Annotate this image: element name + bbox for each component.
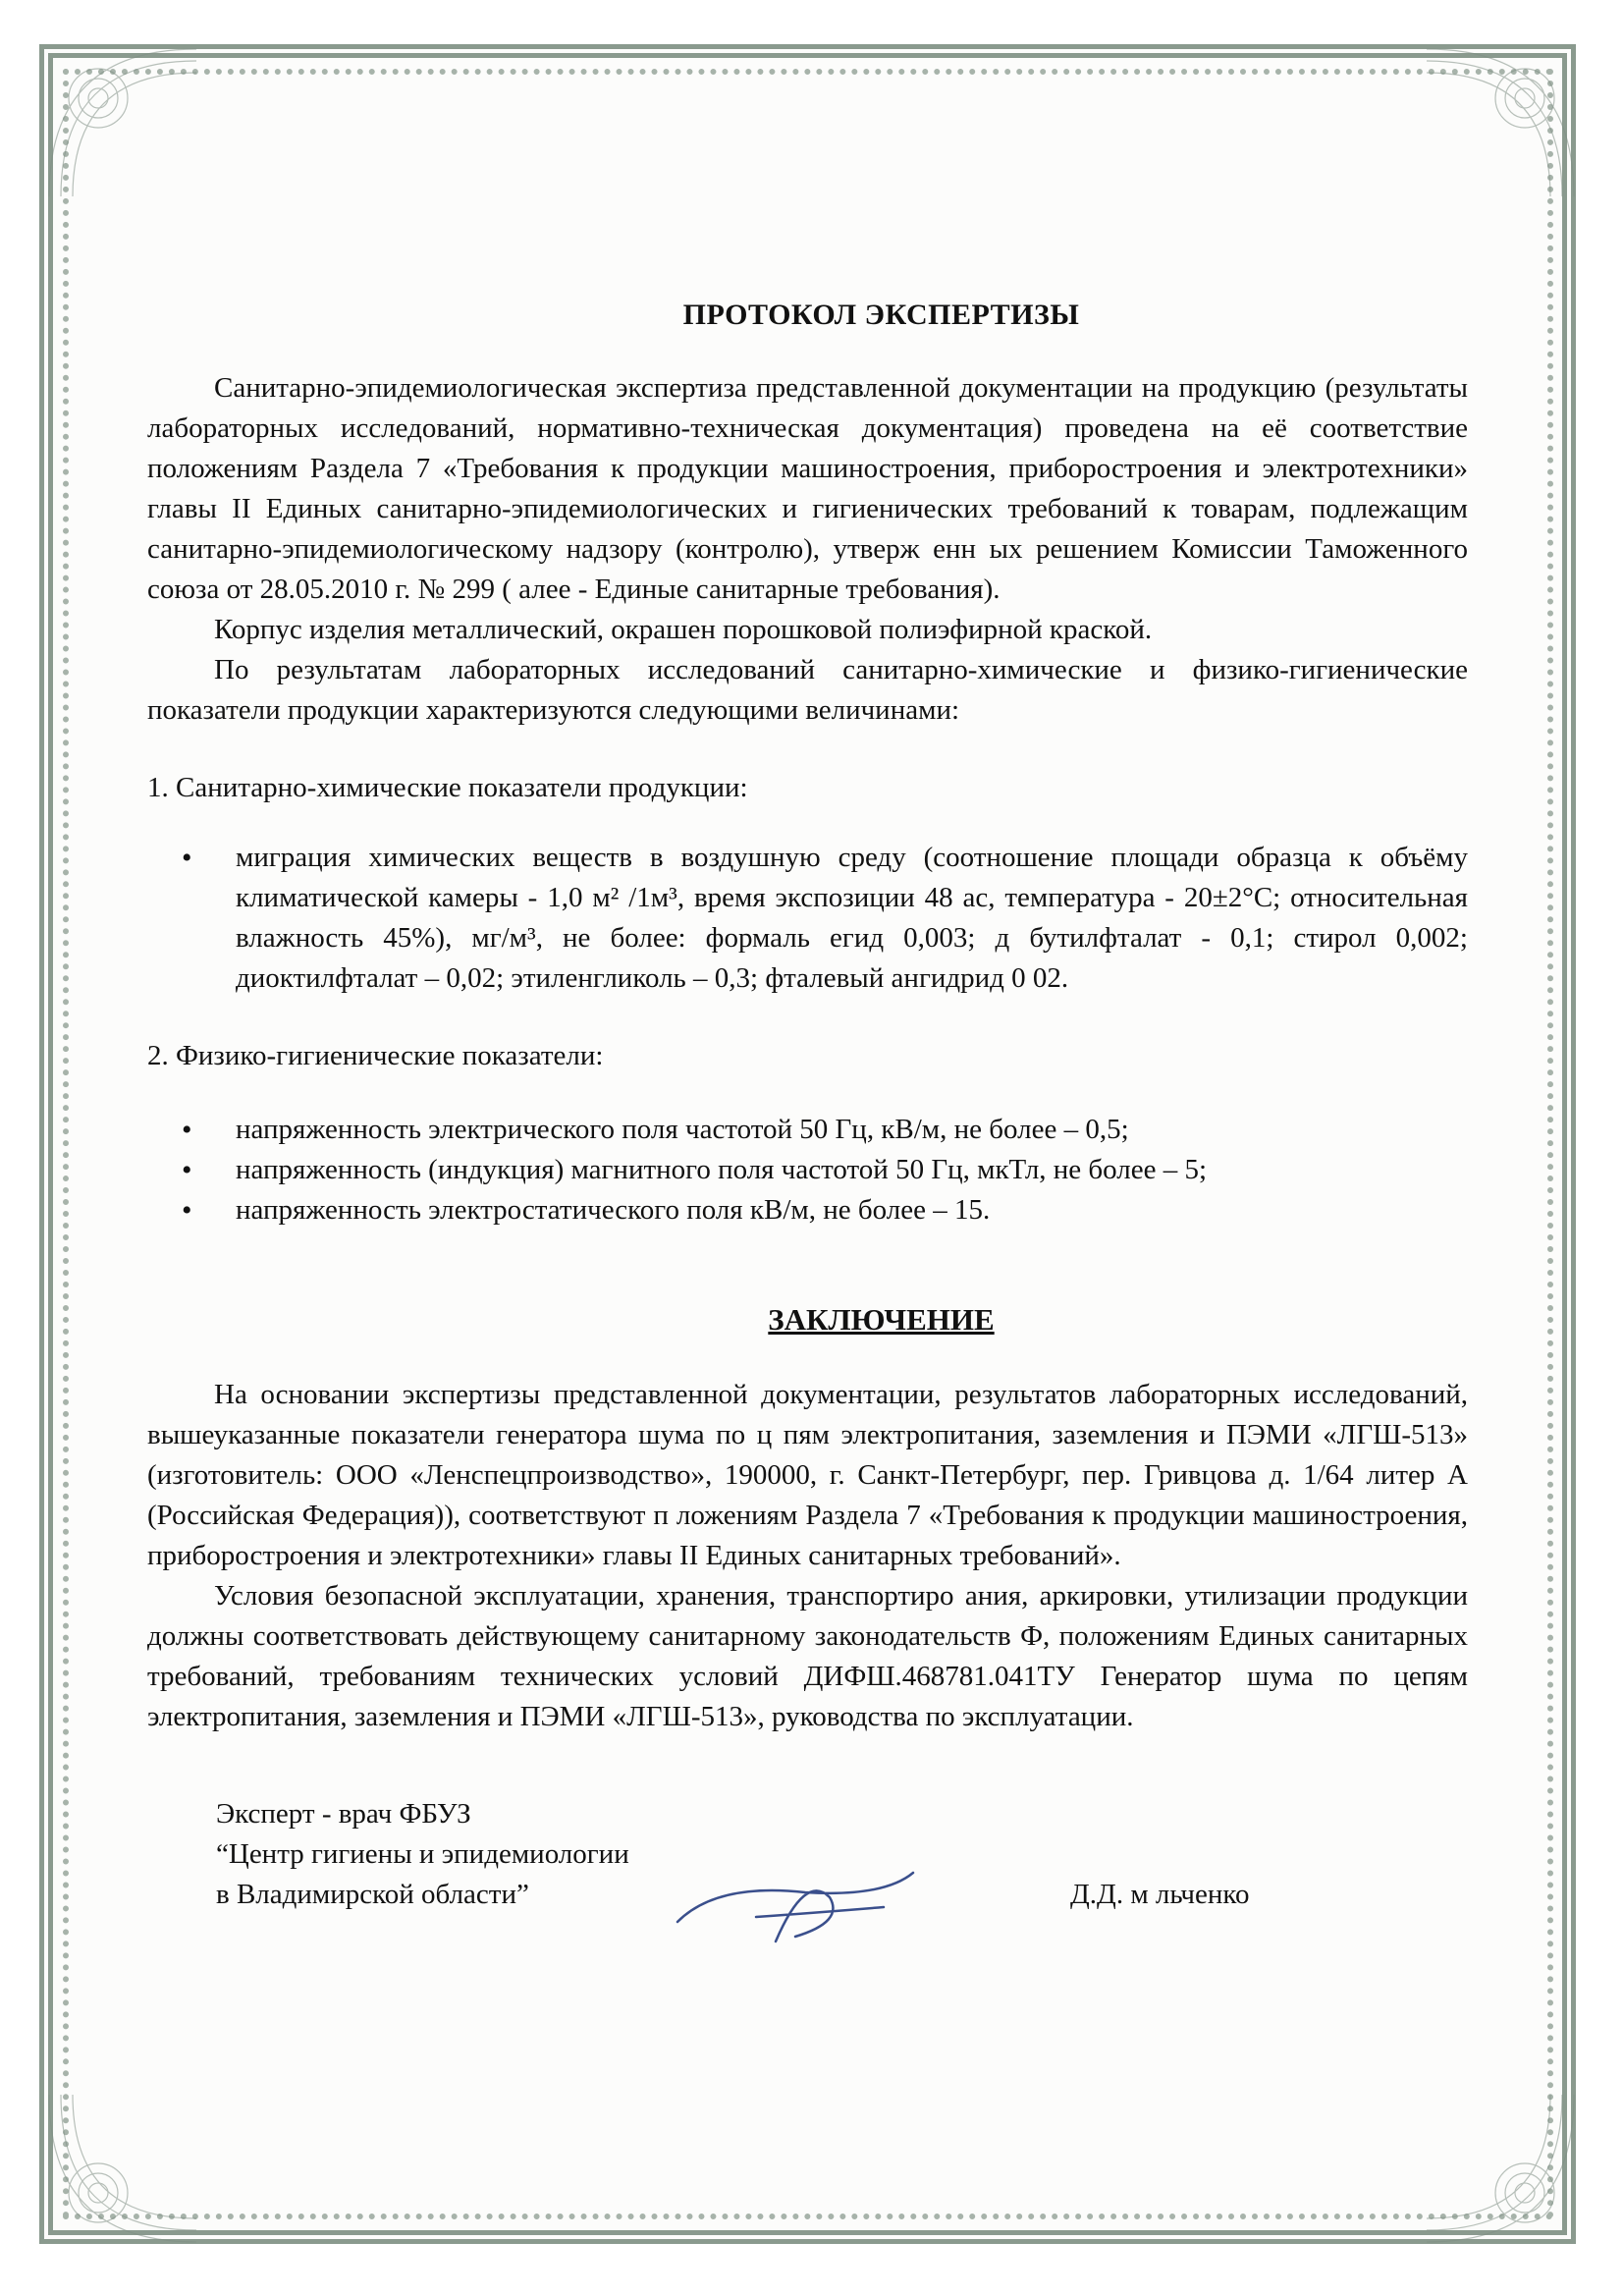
corner-ornament: [39, 39, 206, 206]
signer-line: Эксперт - врач ФБУЗ: [216, 1798, 471, 1830]
list-item: • напряженность электрического поля частотой 50 Гц, кВ/м, не более – 0,5;: [236, 1110, 1468, 1150]
body-paragraph: Корпус изделия металлический, окрашен порошковой полиэфирной краской.: [214, 614, 1153, 645]
section1-list: [147, 838, 1468, 999]
section2-list: [147, 1110, 1468, 1230]
corner-ornament: [39, 2085, 206, 2252]
signer-name: Д.Д. м льченко: [1070, 1879, 1250, 1910]
document-title: ПРОТОКОЛ ЭКСПЕРТИЗЫ: [682, 299, 1080, 331]
signer-line: “Центр гигиены и эпидемиологии: [216, 1838, 629, 1870]
intro-paragraph: Санитарно-эпидемиологическая экспертиза представленной документации на продукцию (результаты лабораторных исследований, нормативно-техническая документация) проведена на её соответствие положениям Раздела 7 «Требования к продукции машиностроения, приборостроения и электротехники» главы II Единых санитарно-эпидемиологических и гигиенических требований к товарам, подлежащим санитарно-эпидемиологическому надзору (контролю), утверж енн ых решением Комиссии Таможенного союза от 28.05.2010 г. № 299 ( алее - Единые санитарные требования).: [147, 372, 1468, 605]
document-body: [147, 295, 1468, 1922]
corner-ornament: [1417, 2085, 1584, 2252]
signature-block: [147, 1794, 1468, 1922]
corner-ornament: [1417, 39, 1584, 206]
list-item: • напряженность (индукция) магнитного поля частотой 50 Гц, мкТл, не более – 5;: [236, 1150, 1468, 1190]
section2-title: 2. Физико-гигиенические показатели:: [147, 1040, 604, 1071]
list-item: • напряженность электростатического поля кВ/м, не более – 15.: [236, 1190, 1468, 1230]
conclusion-title: ЗАКЛЮЧЕНИЕ: [768, 1302, 995, 1337]
list-item: • миграция химических веществ в воздушную среду (соотношение площади образца к объёму климатической камеры - 1,0 м² /1м³, время экспозиции 48 ас, температура - 20±2°С; относительная влажность 45%), мг/м³, не более: формаль егид 0,003; д бутилфталат - 0,1; стирол 0,002; диоктилфталат – 0,02; этиленгликоль – 0,3; фталевый ангидрид 0 02.: [236, 838, 1468, 999]
section1-title: 1. Санитарно-химические показатели продукции:: [147, 772, 748, 803]
conclusion-paragraph: На основании экспертизы представленной документации, результатов лабораторных исследований, вышеуказанные показатели генератора шума по ц пям электропитания, заземления и ПЭМИ «ЛГШ-513» (изготовитель: ООО «Ленспецпроизводство», 190000, г. Санкт-Петербург, пер. Гривцова д. 1/64 литер А (Российская Федерация)), соответствуют п ложениям Раздела 7 «Требования к продукции машиностроения, приборостроения и электротехники» главы II Единых санитарных требований».: [147, 1379, 1468, 1571]
signer-position: [216, 1794, 629, 1915]
signer-line: в Владимирской области”: [216, 1879, 529, 1910]
results-paragraph: По результатам лабораторных исследований санитарно-химические и физико-гигиенические показатели продукции характеризуются следующими величинами:: [147, 654, 1468, 726]
conclusion-paragraph: Условия безопасной эксплуатации, хранения, транспортиро ания, аркировки, утилизации продукции должны соответствовать действующему санитарному законодательств Ф, положениям Единых санитарных требований, требованиям технических условий ДИФШ.468781.041ТУ Генератор шума по цепям электропитания, заземления и ПЭМИ «ЛГШ-513», руководства по эксплуатации.: [147, 1580, 1468, 1732]
handwritten-signature: [658, 1853, 933, 1961]
